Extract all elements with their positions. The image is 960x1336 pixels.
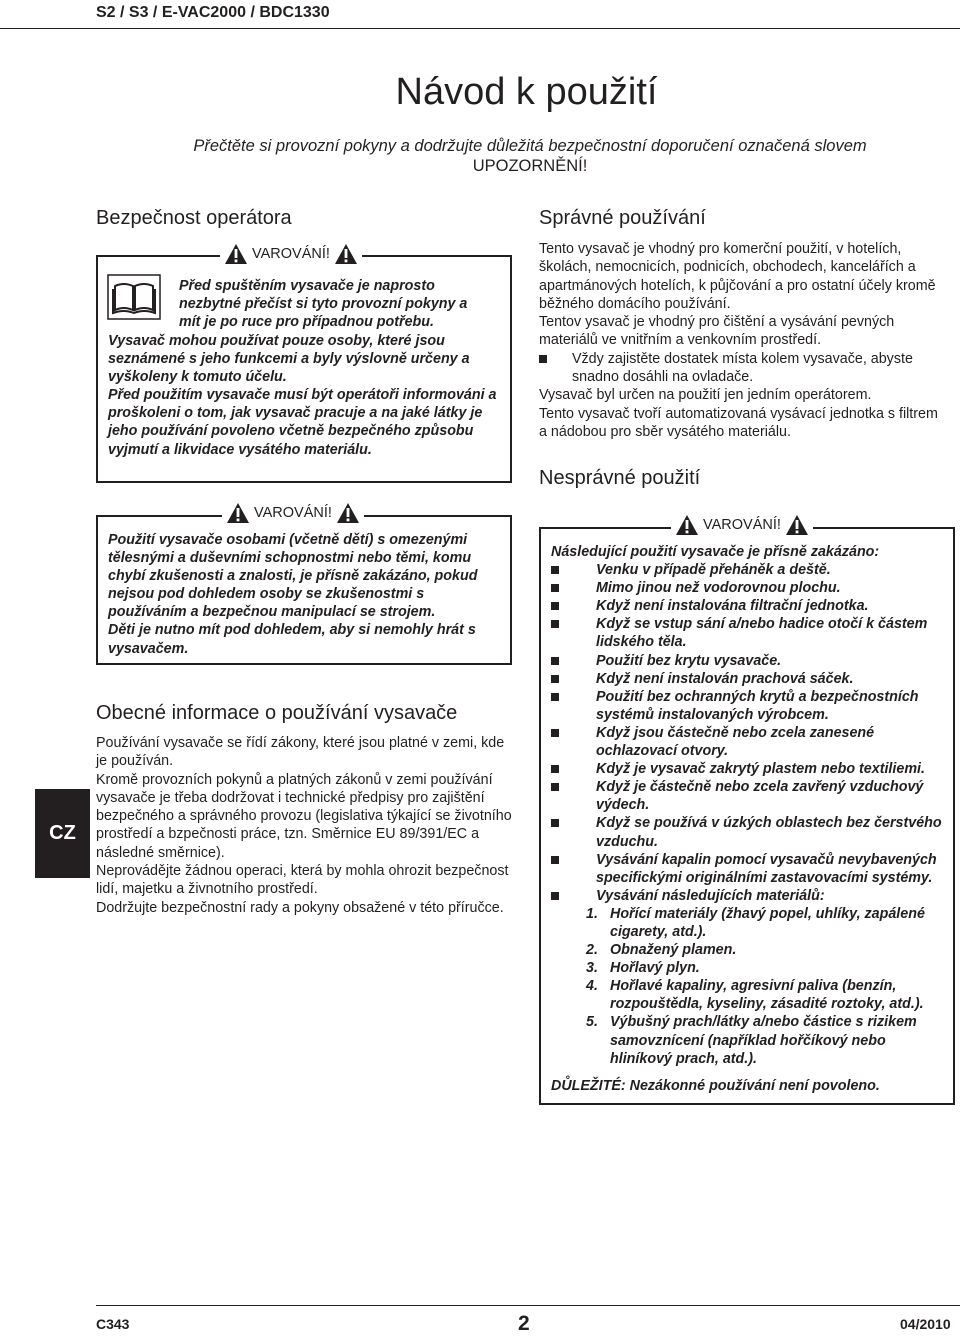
warning-icon	[226, 502, 250, 524]
item-text: Když se vstup sání a/nebo hadice otočí k částem lidského těla.	[596, 616, 928, 651]
prohibited-item	[551, 814, 949, 850]
prohibited-item	[551, 778, 949, 814]
language-tab: CZ	[35, 789, 90, 878]
incorrect-use-heading: Nesprávné použití	[539, 467, 701, 489]
bullet-square-icon	[551, 693, 559, 701]
page-title: Návod k použití	[395, 71, 658, 113]
item-text: Když je vysavač zakrytý plastem nebo textiliemi.	[596, 761, 925, 778]
item-text: Výbušný prach/látky a/nebo částice s rizikem samovznícení (například hořčíkový nebo hliníkový prach, atd.).	[610, 1014, 917, 1067]
prohibited-item	[551, 724, 949, 760]
item-text: Použití bez ochranných krytů a bezpečnostních systémů instalovaných výrobcem.	[596, 688, 919, 723]
item-text: Použití bez krytu vysavače.	[596, 652, 782, 669]
material-item	[551, 941, 949, 959]
item-text: Když není instalována filtrační jednotka.	[596, 598, 869, 615]
warning-icon	[336, 502, 360, 524]
material-item	[551, 1013, 949, 1067]
warning-box-1	[96, 246, 512, 483]
correct-paragraph: Tento vysavač tvoří automatizovaná vysávací jednotka s filtrem a nádobou pro sběr vysátého materiálu.	[539, 405, 938, 440]
intro-line-2: UPOZORNĚNÍ!	[472, 157, 588, 175]
text-line: Před spuštěním vysavače je naprosto	[179, 278, 435, 294]
item-number: 2.	[586, 942, 598, 959]
correct-paragraph: Tentov ysavač je vhodný pro čištění a vysávání pevných materiálů ve vnitřním a venkovním prostředí.	[539, 314, 895, 349]
bullet-square-icon	[551, 783, 559, 791]
item-number: 3.	[586, 960, 598, 977]
bullet-square-icon	[551, 602, 559, 610]
manual-book-icon	[107, 274, 161, 320]
item-text: Když se používá v úzkých oblastech bez čerstvého vzduchu.	[596, 815, 942, 850]
footer-rule	[96, 1305, 960, 1306]
bullet-square-icon	[551, 657, 559, 665]
safety-heading: Bezpečnost operátora	[96, 207, 292, 229]
warning-2-paragraph-1: Použití vysavače osobami (včetně dětí) s omezenými tělesnými a duševními schopnostmi nebo těmi, komu chybí zkušenosti a znalosti, je přísně zakázáno, pokud nejsou pod dohledem osoby se zkušenostmi s používáním a bezpečnou manipulací se strojem.	[108, 532, 478, 621]
text-line: mít je po ruce pro případnou potřebu.	[179, 314, 434, 331]
general-info-heading: Obecné informace o používání vysavače	[96, 702, 458, 724]
warning-3-intro: Následující použití vysavače je přísně zakázáno:	[551, 544, 880, 560]
warning-icon	[334, 243, 358, 265]
bullet-square-icon	[551, 892, 559, 900]
item-number: 4.	[586, 978, 598, 995]
prohibited-item	[551, 670, 949, 688]
warning-3-body	[551, 543, 949, 1095]
page-number: 2	[518, 1312, 530, 1335]
warning-label-text: VAROVÁNÍ!	[703, 517, 781, 533]
general-paragraph: Neprovádějte žádnou operaci, která by mohla ohrozit bezpečnost lidí, majetku a živnotního prostředí.	[96, 863, 509, 898]
warning-1-body	[108, 332, 504, 459]
intro-line-1: Přečtěte si provozní pokyny a dodržujte důležitá bezpečnostní doporučení označená slovem	[193, 137, 867, 155]
important-note: DŮLEŽITÉ: Nezákonné používání není povoleno.	[551, 1077, 880, 1094]
warning-1-paragraph-1: Vysavač mohou používat pouze osoby, které jsou seznámené s jeho funkcemi a byly výslovně určeny a vyškoleny k tomuto účelu.	[108, 333, 470, 386]
bullet-square-icon	[551, 584, 559, 592]
prohibited-item	[551, 887, 949, 905]
footer-date: 04/2010	[900, 1316, 951, 1332]
bullet-square-icon	[551, 675, 559, 683]
correct-use-body	[539, 240, 939, 441]
prohibited-item	[551, 760, 949, 778]
warning-icon	[224, 243, 248, 265]
prohibited-item	[551, 688, 949, 724]
bullet-square-icon	[551, 765, 559, 773]
item-text: Hořlavý plyn.	[610, 960, 700, 977]
correct-paragraph: Vysavač byl určen na použití jen jedním operátorem.	[539, 387, 872, 404]
bullet-square-icon	[551, 856, 559, 864]
warning-box-2	[96, 505, 512, 665]
footer-code: C343	[96, 1316, 130, 1332]
warning-icon	[675, 514, 699, 536]
warning-2-paragraph-2: Děti je nutno mít pod dohledem, aby si nemohly hrát s vysavačem.	[108, 622, 476, 657]
bullet-square-icon	[551, 620, 559, 628]
item-number: 5.	[586, 1014, 598, 1031]
material-item	[551, 905, 949, 941]
warning-icon	[785, 514, 809, 536]
bullet-square-icon	[539, 355, 547, 363]
correct-bullet-item	[539, 350, 939, 387]
item-text: Vysávání kapalin pomocí vysavačů nevybavených specifickými originálními zastavovacími systémy.	[596, 851, 937, 886]
warning-1-icon-text	[179, 277, 467, 331]
warning-label-text: VAROVÁNÍ!	[254, 505, 332, 521]
item-text: Hořící materiály (žhavý popel, uhlíky, zapálené cigarety, atd.).	[610, 905, 925, 940]
item-text: Mimo jinou než vodorovnou plochu.	[596, 580, 841, 597]
item-text: Když jsou částečně nebo zcela zanesené ochlazovací otvory.	[596, 724, 875, 760]
item-text: Venku v případě přeháněk a deště.	[596, 562, 831, 579]
warning-label-2	[222, 502, 364, 524]
prohibited-item	[551, 652, 949, 670]
item-number: 1.	[586, 905, 598, 922]
item-text: Vysávání následujících materiálů:	[596, 887, 825, 904]
prohibited-item	[551, 851, 949, 887]
material-item	[551, 959, 949, 977]
item-text: Obnažený plamen.	[610, 942, 737, 959]
bullet-square-icon	[551, 566, 559, 574]
correct-use-heading: Správné používání	[539, 207, 706, 229]
general-paragraph: Kromě provozních pokynů a platných zákonů v zemi používání vysavače je třeba dodržovat i technické předpisy pro zajištění bezpečného a správného provozu (legislativa týkající se životního prostředí a bzpečnosti práce, tzn. Směrnice EU 89/391/EC a následné směrnice).	[96, 771, 512, 861]
warning-box-3	[539, 517, 955, 1105]
correct-paragraph: Tento vysavač je vhodný pro komerční použití, v hotelích, školách, nemocnicích, podnicích, obchodech, kancelářích a apartmánových hotelích, k půjčování a pro ostatní účely kromě běžného domácího používání.	[539, 241, 936, 312]
prohibited-item	[551, 561, 949, 579]
intro-text	[100, 136, 960, 176]
warning-label-text: VAROVÁNÍ!	[252, 246, 330, 262]
document-header: S2 / S3 / E-VAC2000 / BDC1330	[96, 4, 330, 21]
bullet-square-icon	[551, 819, 559, 827]
bullet-square-icon	[551, 729, 559, 737]
general-paragraph: Používání vysavače se řídí zákony, které jsou platné v zemi, kde je používán.	[96, 735, 505, 770]
prohibited-item	[551, 579, 949, 597]
general-paragraph: Dodržujte bezpečnostní rady a pokyny obsažené v této příručce.	[96, 899, 504, 916]
text-line: nezbytné přečíst si tyto provozní pokyny a	[179, 296, 468, 313]
warning-2-body	[108, 531, 506, 658]
prohibited-item	[551, 597, 949, 615]
header-rule	[0, 28, 960, 29]
item-text: Když je částečně nebo zcela zavřený vzduchový výdech.	[596, 779, 924, 814]
warning-label-1	[220, 243, 362, 265]
bullet-text: Vždy zajistěte dostatek místa kolem vysavače, abyste snadno dosáhli na ovladače.	[572, 350, 913, 386]
item-text: Hořlavé kapaliny, agresivní paliva (benzín, rozpouštědla, kyseliny, zásadité roztoky, atd.).	[610, 978, 924, 1013]
item-text: Když není instalován prachová sáček.	[596, 670, 854, 687]
material-item	[551, 977, 949, 1013]
prohibited-item	[551, 615, 949, 651]
warning-1-paragraph-2: Před použitím vysavače musí být operátoři informováni a proškoleni o tom, jak vysavač pracuje a na jaké látky je jeho používání povoleno včetně bezpečného způsobu vyjmutí a likvidace vysátého materiálu.	[108, 387, 497, 458]
warning-label-3	[671, 514, 813, 536]
general-info-body	[96, 734, 512, 917]
